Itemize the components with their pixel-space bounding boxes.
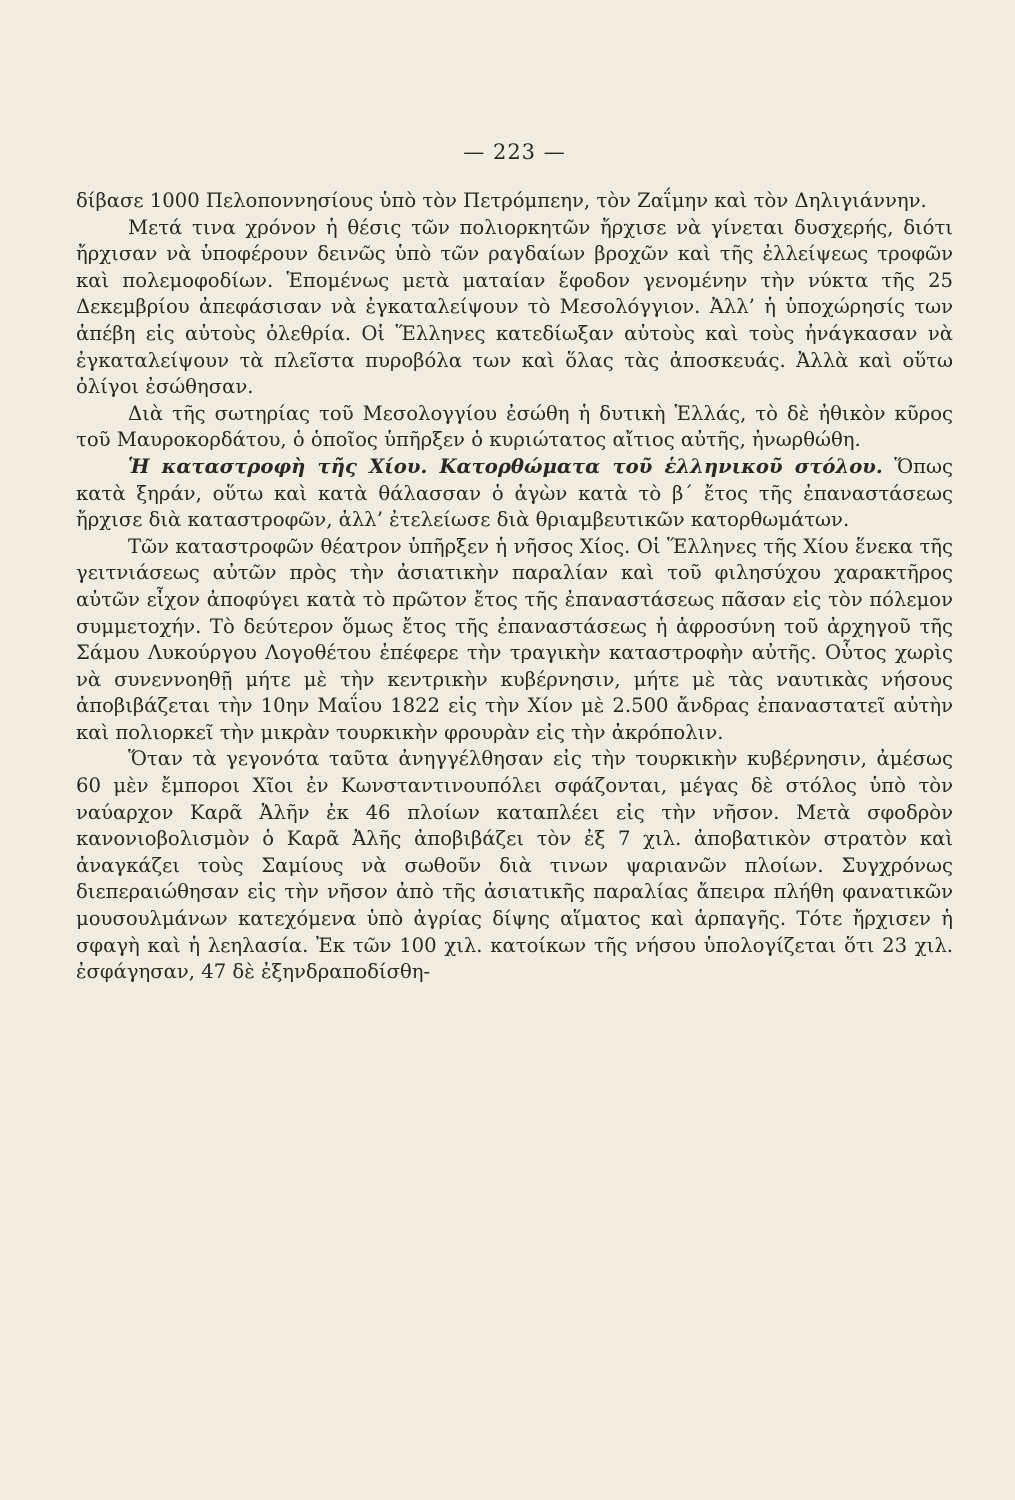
section-heading: Ἡ καταστροφὴ τῆς Χίου. Κατορθώματα τοῦ ἑλληνικοῦ στόλου. bbox=[128, 454, 883, 478]
paragraph-3: Διὰ τῆς σωτηρίας τοῦ Μεσολογγίου ἐσώθη ἡ δυτικὴ Ἑλλάς, τὸ δὲ ἠθικὸν κῦρος τοῦ Μαυροκορδάτου, ὁ ὁποῖος ὑπῆρξεν ὁ κυριώτατος αἴτιος αὐτῆς, ἠνωρθώθη. bbox=[76, 401, 953, 452]
body-text bbox=[76, 188, 953, 986]
paragraph-5: Τῶν καταστροφῶν θέατρον ὑπῆρξεν ἡ νῆσος Χίος. Οἱ Ἕλληνες τῆς Χίου ἕνεκα τῆς γειτνιάσεως αὐτῶν πρὸς τὴν ἀσιατικὴν παραλίαν καὶ τοῦ φιλησύχου χαρακτῆρος αὐτῶν εἶχον ἀποφύγει κατὰ τὸ πρῶτον ἔτος τῆς ἐπαναστάσεως πᾶσαν εἰς τὸν πόλεμον συμμετοχήν. Τὸ δεύτερον ὅμως ἔτος τῆς ἐπαναστάσεως ἡ ἀφροσύνη τοῦ ἀρχηγοῦ τῆς Σάμου Λυκούργου Λογοθέτου ἐπέφερε τὴν τραγικὴν καταστροφὴν αὐτῆς. Οὗτος χωρὶς νὰ συνεννοηθῇ μήτε μὲ τὴν κεντρικὴν κυβέρνησιν, μήτε μὲ τὰς ναυτικὰς νήσους ἀποβιβάζεται τὴν 10ην Μαΐου 1822 εἰς τὴν Χίον μὲ 2.500 ἄνδρας ἐπαναστατεῖ αὐτὴν καὶ πολιορκεῖ τὴν μικρὰν τουρκικὴν φρουρὰν εἰς τὴν ἀκρόπολιν. bbox=[76, 534, 953, 744]
paragraph-1: δίβασε 1000 Πελοποννησίους ὑπὸ τὸν Πετρόμπεην, τὸν Ζαΐμην καὶ τὸν Δηλιγιάννην. bbox=[76, 189, 927, 212]
paragraph-4-text: Ὅπως κατὰ ξηράν, οὕτω καὶ κατὰ θάλασσαν ὁ ἀγὼν κατὰ τὸ β΄ ἔτος τῆς ἐπαναστάσεως ἤρχισε διὰ καταστροφῶν, ἀλλ’ ἐτελείωσε διὰ θριαμβευτικῶν κατορθωμάτων. bbox=[76, 454, 954, 532]
paragraph-6: Ὅταν τὰ γεγονότα ταῦτα ἀνηγγέλθησαν εἰς τὴν τουρκικὴν κυβέρνησιν, ἀμέσως 60 μὲν ἔμποροι Χῖοι ἐν Κωνσταντινουπόλει σφάζονται, μέγας δὲ στόλος ὑπὸ τὸν ναύαρχον Καρᾶ Ἀλῆν ἐκ 46 πλοίων καταπλέει εἰς τὴν νῆσον. Μετὰ σφοδρὸν κανονιοβολισμὸν ὁ Καρᾶ Ἀλῆς ἀποβιβάζει τὸν ἐξ 7 χιλ. ἀποβατικὸν στρατὸν καὶ ἀναγκάζει τοὺς Σαμίους νὰ σωθοῦν διὰ τινων ψαριανῶν πλοίων. Συγχρόνως διεπεραιώθησαν εἰς τὴν νῆσον ἀπὸ τῆς ἀσιατικῆς παραλίας ἄπειρα πλήθη φανατικῶν μουσουλμάνων κατεχόμενα ὑπὸ ἀγρίας δίψης αἵματος καὶ ἁρπαγῆς. Τότε ἤρχισεν ἡ σφαγὴ καὶ ἡ λεηλασία. Ἐκ τῶν 100 χιλ. κατοίκων τῆς νήσου ὑπολογίζεται ὅτι 23 χιλ. ἐσφάγησαν, 47 δὲ ἐξηνδραποδίσθη- bbox=[76, 747, 953, 984]
page-number: — 223 — bbox=[463, 140, 566, 164]
paragraph-4 bbox=[76, 454, 953, 534]
paragraph-2: Μετά τινα χρόνον ἡ θέσις τῶν πολιορκητῶν ἤρχισε νὰ γίνεται δυσχερής, διότι ἤρχισαν νὰ ὑποφέρουν δεινῶς ὑπὸ τῶν ραγδαίων βροχῶν καὶ τῆς ἐλλείψεως τροφῶν καὶ πολεμοφοδίων. Ἑπομένως μετὰ ματαίαν ἔφοδον γενομένην τὴν νύκτα τῆς 25 Δεκεμβρίου ἀπεφάσισαν νὰ ἐγκαταλείψουν τὸ Μεσολόγγιον. Ἀλλ’ ἡ ὑποχώρησίς των ἀπέβη εἰς αὐτοὺς ὀλεθρία. Οἱ Ἕλληνες κατεδίωξαν αὐτοὺς καὶ τοὺς ἠνάγκασαν νὰ ἐγκαταλείψουν τὰ πλεῖστα πυροβόλα των καὶ ὅλας τὰς ἀποσκευάς. Ἀλλὰ καὶ οὕτω ὀλίγοι ἐσώθησαν. bbox=[76, 215, 953, 399]
